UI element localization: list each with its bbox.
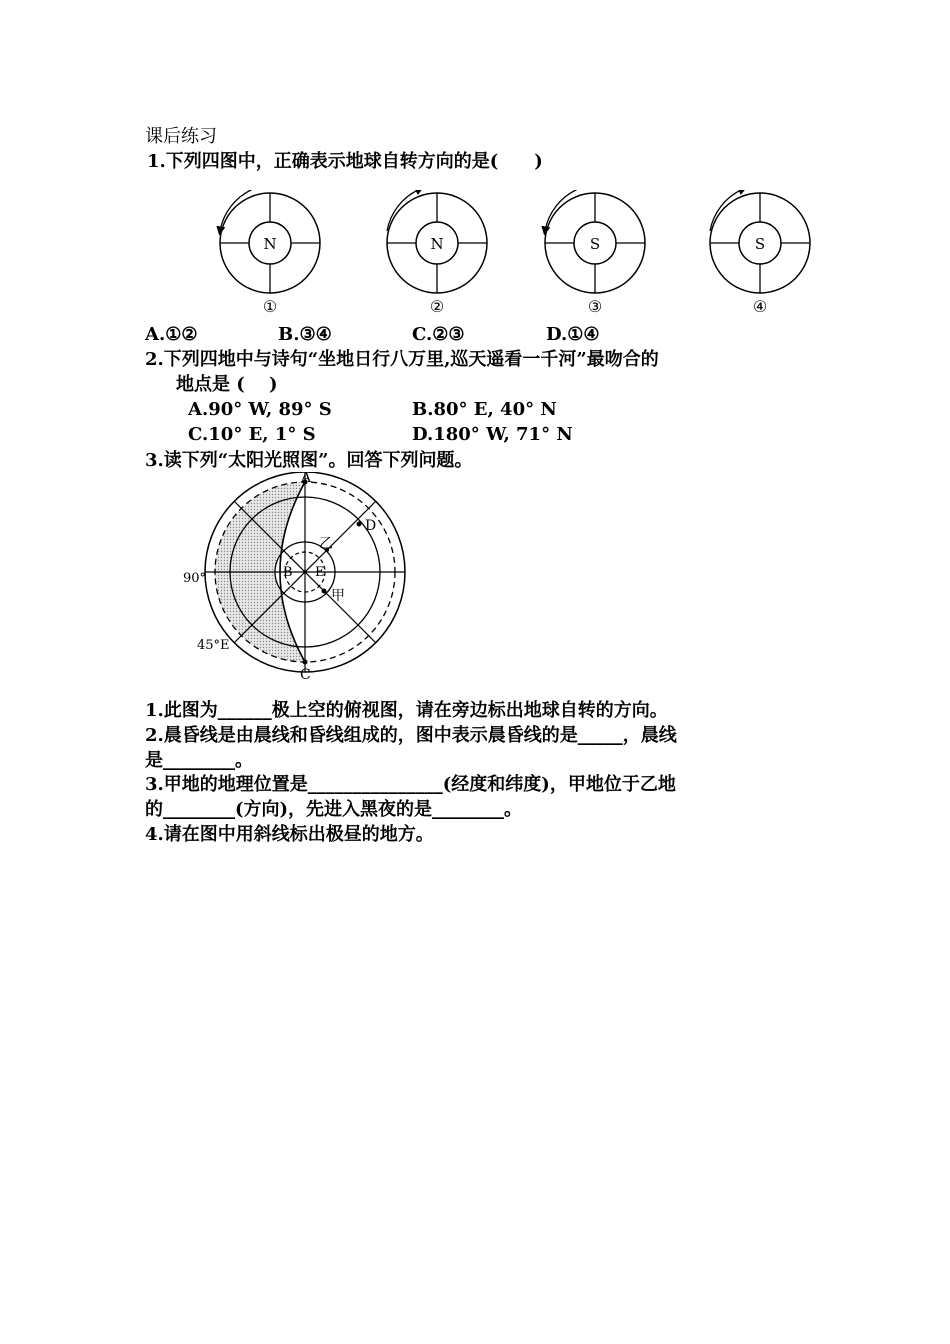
figure-3 (545, 190, 645, 316)
q2-option-c: C.10° E, 1° S (188, 424, 316, 445)
svg-text:C: C (300, 667, 311, 683)
rotation-arrow-icon (545, 190, 578, 231)
figure-number: ④ (752, 297, 768, 316)
pole-label: N (430, 235, 444, 253)
sunlight-diagram (175, 472, 425, 687)
rotation-arrow-icon (220, 190, 253, 231)
q1-option-a: A.①② (145, 324, 198, 345)
svg-text:A: A (301, 472, 312, 486)
svg-text:90°: 90° (183, 571, 207, 586)
rotation-arrow-icon (710, 190, 743, 231)
q2-option-d: D.180° W, 71° N (412, 424, 573, 445)
q3-sub2: 2.晨昏线是由晨线和昏线组成的，图中表示晨昏线的是_____，晨线 (145, 725, 677, 746)
rotation-figures (205, 190, 825, 318)
question-1-stem: 1.下列四图中，正确表示地球自转方向的是( ) (147, 151, 543, 172)
q1-option-c: C.②③ (412, 324, 465, 345)
svg-text:乙: 乙 (319, 536, 333, 552)
figure-4 (710, 190, 810, 316)
q3-sub1: 1.此图为______极上空的俯视图，请在旁边标出地球自转的方向。 (145, 700, 668, 721)
q3-sub4: 4.请在图中用斜线标出极昼的地方。 (145, 824, 434, 845)
pole-label: S (589, 235, 601, 253)
svg-text:D: D (365, 518, 377, 534)
pole-label: S (754, 235, 766, 253)
figure-number: ② (429, 297, 445, 316)
q1-option-b: B.③④ (278, 324, 332, 345)
figure-1 (220, 190, 320, 316)
section-heading: 课后练习 (145, 126, 217, 147)
pole-label: N (263, 235, 277, 253)
figure-number: ③ (587, 297, 603, 316)
q3-sub3-cont: 的________(方向)，先进入黑夜的是________。 (145, 799, 523, 820)
q3-sub3: 3.甲地的地理位置是_______________(经度和纬度)，甲地位于乙地 (145, 774, 676, 795)
q2-option-b: B.80° E, 40° N (412, 399, 557, 420)
rotation-arrow-icon (387, 190, 420, 231)
point-d (357, 522, 362, 527)
question-2-stem-cont: 地点是 ( ) (176, 374, 278, 395)
point-jia (322, 589, 327, 594)
svg-text:E: E (315, 565, 325, 580)
figure-number: ① (262, 297, 278, 316)
question-2-stem: 2.下列四地中与诗句“坐地日行八万里,巡天遥看一千河”最吻合的 (145, 349, 659, 370)
q1-option-d: D.①④ (546, 324, 600, 345)
svg-text:B: B (283, 565, 293, 580)
svg-text:45°E: 45°E (197, 638, 230, 653)
figure-2 (387, 190, 487, 316)
svg-text:甲: 甲 (331, 588, 345, 604)
q2-option-a: A.90° W, 89° S (188, 399, 332, 420)
q3-sub2-cont: 是________。 (145, 750, 253, 771)
question-3-stem: 3.读下列“太阳光照图”。回答下列问题。 (145, 450, 473, 471)
